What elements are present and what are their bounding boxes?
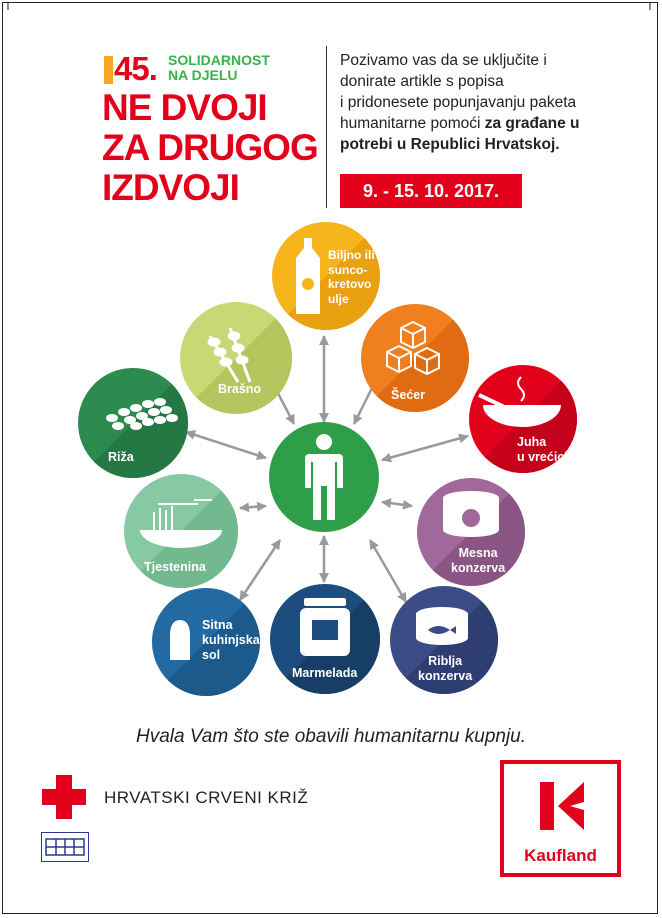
person-icon bbox=[269, 422, 379, 532]
stalni-logo bbox=[41, 832, 89, 862]
stalni-grid-icon bbox=[42, 833, 88, 861]
intro-line: Pozivamo vas da se uključite i bbox=[340, 52, 547, 69]
kaufland-k-icon bbox=[504, 764, 617, 844]
label-line: konzerva bbox=[418, 669, 473, 683]
item-riza-label: Riža bbox=[108, 450, 134, 464]
intro-bold: potrebi u Republici Hrvatskoj. bbox=[340, 136, 560, 153]
label-line: Biljno ili bbox=[328, 248, 375, 262]
label-line: Juha bbox=[517, 435, 547, 449]
center-person-circle bbox=[269, 422, 379, 532]
item-secer bbox=[361, 304, 469, 412]
headline-line-1: NE DVOJI bbox=[102, 87, 267, 128]
kaufland-logo bbox=[500, 760, 621, 877]
label-line: kretovo bbox=[328, 277, 372, 291]
item-riblja bbox=[390, 586, 498, 694]
tag-line-1: SOLIDARNOST bbox=[168, 52, 270, 68]
item-ulje bbox=[272, 222, 380, 330]
red-cross-name: HRVATSKI CRVENI KRIŽ bbox=[104, 788, 309, 807]
intro-line: i pridonesete popunjavanju paketa bbox=[340, 94, 577, 111]
label-line: Riblja bbox=[428, 654, 463, 668]
label-line: u vrećici bbox=[517, 450, 568, 464]
thanks-message: Hvala Vam što ste obavili humanitarnu kupnju. bbox=[135, 726, 527, 747]
item-marmelada-label: Marmelada bbox=[292, 666, 358, 680]
item-juha bbox=[469, 365, 577, 473]
item-secer-label: Šećer bbox=[391, 388, 426, 402]
item-sol-label bbox=[202, 618, 260, 663]
item-mesna-label bbox=[451, 546, 505, 576]
intro-bold: za građane u bbox=[484, 115, 580, 132]
label-line: ulje bbox=[328, 291, 349, 306]
item-riza bbox=[78, 368, 188, 478]
label-line: Sitna bbox=[202, 618, 233, 632]
item-tjestenina-label: Tjestenina bbox=[144, 560, 206, 574]
headline-line-3: IZDVOJI bbox=[102, 167, 239, 208]
item-marmelada bbox=[270, 584, 380, 694]
label-line: konzerva bbox=[451, 561, 506, 575]
item-riblja-label bbox=[418, 654, 472, 684]
intro-plain: humanitarne pomoći bbox=[340, 115, 485, 132]
item-ulje-label bbox=[328, 248, 375, 306]
campaign-number: 45. bbox=[114, 50, 157, 87]
intro-line: donirate artikle s popisa bbox=[340, 73, 504, 90]
wheat-icon bbox=[180, 302, 292, 414]
item-tjestenina bbox=[124, 474, 238, 588]
tag-line-2: NA DJELU bbox=[168, 67, 238, 83]
kaufland-wordmark: Kaufland bbox=[524, 846, 597, 865]
red-cross-logo bbox=[40, 773, 88, 821]
date-badge: 9. - 15. 10. 2017. bbox=[340, 174, 522, 208]
label-line: Mesna bbox=[458, 546, 498, 560]
headline-line-2: ZA DRUGOG bbox=[102, 127, 318, 168]
item-brasno bbox=[180, 302, 292, 414]
label-line: sunco- bbox=[328, 262, 368, 277]
item-sol bbox=[152, 588, 260, 696]
label-line: kuhinjska bbox=[202, 633, 260, 647]
item-juha-label bbox=[517, 435, 568, 465]
item-mesna bbox=[417, 478, 525, 586]
label-line: sol bbox=[202, 648, 221, 662]
item-brasno-label: Brašno bbox=[218, 382, 262, 396]
